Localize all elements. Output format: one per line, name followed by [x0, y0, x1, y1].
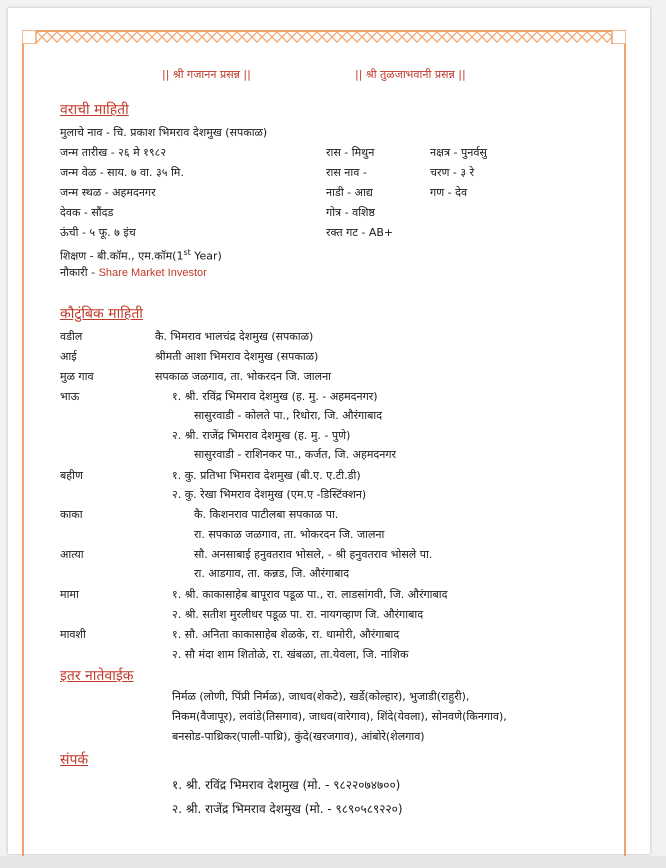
mavshi-2: २. सौ मंदा शाम शितोळे, रा. खंबळा, ता.येवला, जि. नाशिक [172, 648, 409, 661]
sister-label: बहीण [60, 469, 83, 482]
job-value: Share Market Investor [98, 267, 207, 279]
sister-1: १. कु. प्रतिभा भिमराव देशमुख (बी.ए. ए.टी.डी) [172, 469, 361, 482]
groom-gotra: गोत्र - वशिष्ठ [326, 206, 376, 219]
groom-dob: जन्म तारीख - २६ मे १९८२ [60, 146, 167, 159]
father-value: कै. भिमराव भालचंद्र देशमुख (सपकाळ) [155, 330, 314, 343]
groom-education [60, 246, 222, 264]
mavshi-1: १. सौ. अनिता काकासाहेब शेळके, रा. धामोरी, औरंगाबाद [172, 628, 400, 641]
aunt-value: सौ. अनसाबाई हनुवतराव भोसले, - श्री हनुवतराव भोसले पा. [194, 548, 433, 561]
job-label: नौकारी - [60, 266, 96, 279]
groom-nakshatra: नक्षत्र - पुनर्वसु [430, 146, 487, 159]
uncle-place: रा. सपकाळ जळगाव, ता. भोकरदन जि. जालना [194, 528, 385, 541]
contact-1: १. श्री. रविंद्र भिमराव देशमुख (मो. - ९८२२०७४७००) [172, 778, 401, 792]
groom-name: मुलाचे नाव - चि. प्रकाश भिमराव देशमुख (सपकाळ) [60, 126, 268, 139]
groom-devak: देवक - सौंदड [60, 206, 114, 219]
relatives-heading: इतर नातेवाईक [60, 668, 134, 684]
mama-label: मामा [60, 588, 79, 601]
contact-2: २. श्री. राजेंद्र भिमराव देशमुख (मो. - ९८९०५८९२२०) [172, 802, 403, 816]
groom-gan: गण - देव [430, 186, 468, 199]
border-ornament [22, 30, 626, 44]
mavshi-label: मावशी [60, 628, 86, 641]
relatives-line-3: बनसोड-पाथ्रिकर(पाली-पाथ्रि), कुंदे(खरजगाव), आंबोरे(शेलगाव) [172, 730, 425, 743]
mama-2: २. श्री. सतीश मुरलीधर पडूळ पा. रा. नायगव्हाण जि. औरंगाबाद [172, 608, 424, 621]
blessing-right: || श्री तुळजाभवानी प्रसन्न || [355, 68, 466, 81]
village-value: सपकाळ जळगाव, ता. भोकरदन जि. जालना [155, 370, 332, 383]
relatives-line-1: निर्मळ (लोणी, पिंप्री निर्मळ), जाधव(शेकटे), खर्डे(कोल्हार), भुजाडी(राहुरी), [172, 690, 470, 703]
contact-heading: संपर्क [60, 752, 89, 768]
groom-blood-group: रक्त गट - AB+ [326, 226, 394, 239]
mama-1: १. श्री. काकासाहेब बापूराव पडूळ पा., रा. लाडसांगवी, जि. औरंगाबाद [172, 588, 448, 601]
brother-label: भाऊ [60, 390, 80, 403]
education-suffix: Year) [190, 249, 222, 263]
blessing-left: || श्री गजानन प्रसन्न || [162, 68, 251, 81]
bottom-strip [0, 856, 666, 868]
groom-birth-time: जन्म वेळ - साय. ७ वा. ३५ मि. [60, 166, 184, 179]
groom-birth-place: जन्म स्थळ - अहमदनगर [60, 186, 156, 199]
groom-nadi: नाडी - आद्य [326, 186, 373, 199]
uncle-value: कै. किशनराव पाटीलबा सपकाळ पा. [194, 508, 339, 521]
groom-height: ऊंची - ५ फू. ७ इंच [60, 226, 136, 239]
brother-2: २. श्री. राजेंद्र भिमराव देशमुख (ह. मु. - पुणे) [172, 429, 351, 442]
mother-label: आई [60, 350, 77, 363]
sister-2: २. कु. रेखा भिमराव देशमुख (एम.ए -डिस्टिंक्शन) [172, 488, 367, 501]
education-sup: st [183, 248, 191, 257]
uncle-label: काका [60, 508, 83, 521]
groom-rashi: रास - मिथुन [326, 146, 375, 159]
father-label: वडील [60, 330, 83, 343]
education-prefix: शिक्षण - बी.कॉम., एम.कॉम(1 [60, 249, 184, 263]
groom-rashi-name: रास नाव - [326, 166, 367, 179]
relatives-line-2: निकम(वैजापूर), लवांडे(तिसगाव), जाधव(वारेगाव), शिंदे(येवला), सोनवणे(किनगाव), [172, 710, 507, 723]
groom-job [60, 266, 207, 280]
family-heading: कौटुंबिक माहिती [60, 306, 143, 322]
aunt-place: रा. आडगाव, ता. कन्नड, जि. औरंगाबाद [194, 567, 350, 580]
brother-1: १. श्री. रविंद्र भिमराव देशमुख (ह. मु. - अहमदनगर) [172, 390, 378, 403]
brother-1-inlaws: सासुरवाडी - कोलते पा., रिधोरा, जि. औरंगाबाद [194, 409, 383, 422]
groom-charan: चरण - ३ रे [430, 166, 475, 179]
aunt-label: आत्या [60, 548, 84, 561]
brother-2-inlaws: सासुरवाडी - राशिनकर पा., कर्जत, जि. अहमदनगर [194, 448, 397, 461]
village-label: मुळ गाव [60, 370, 94, 383]
mother-value: श्रीमती आशा भिमराव देशमुख (सपकाळ) [155, 350, 319, 363]
groom-heading: वराची माहिती [60, 102, 129, 118]
